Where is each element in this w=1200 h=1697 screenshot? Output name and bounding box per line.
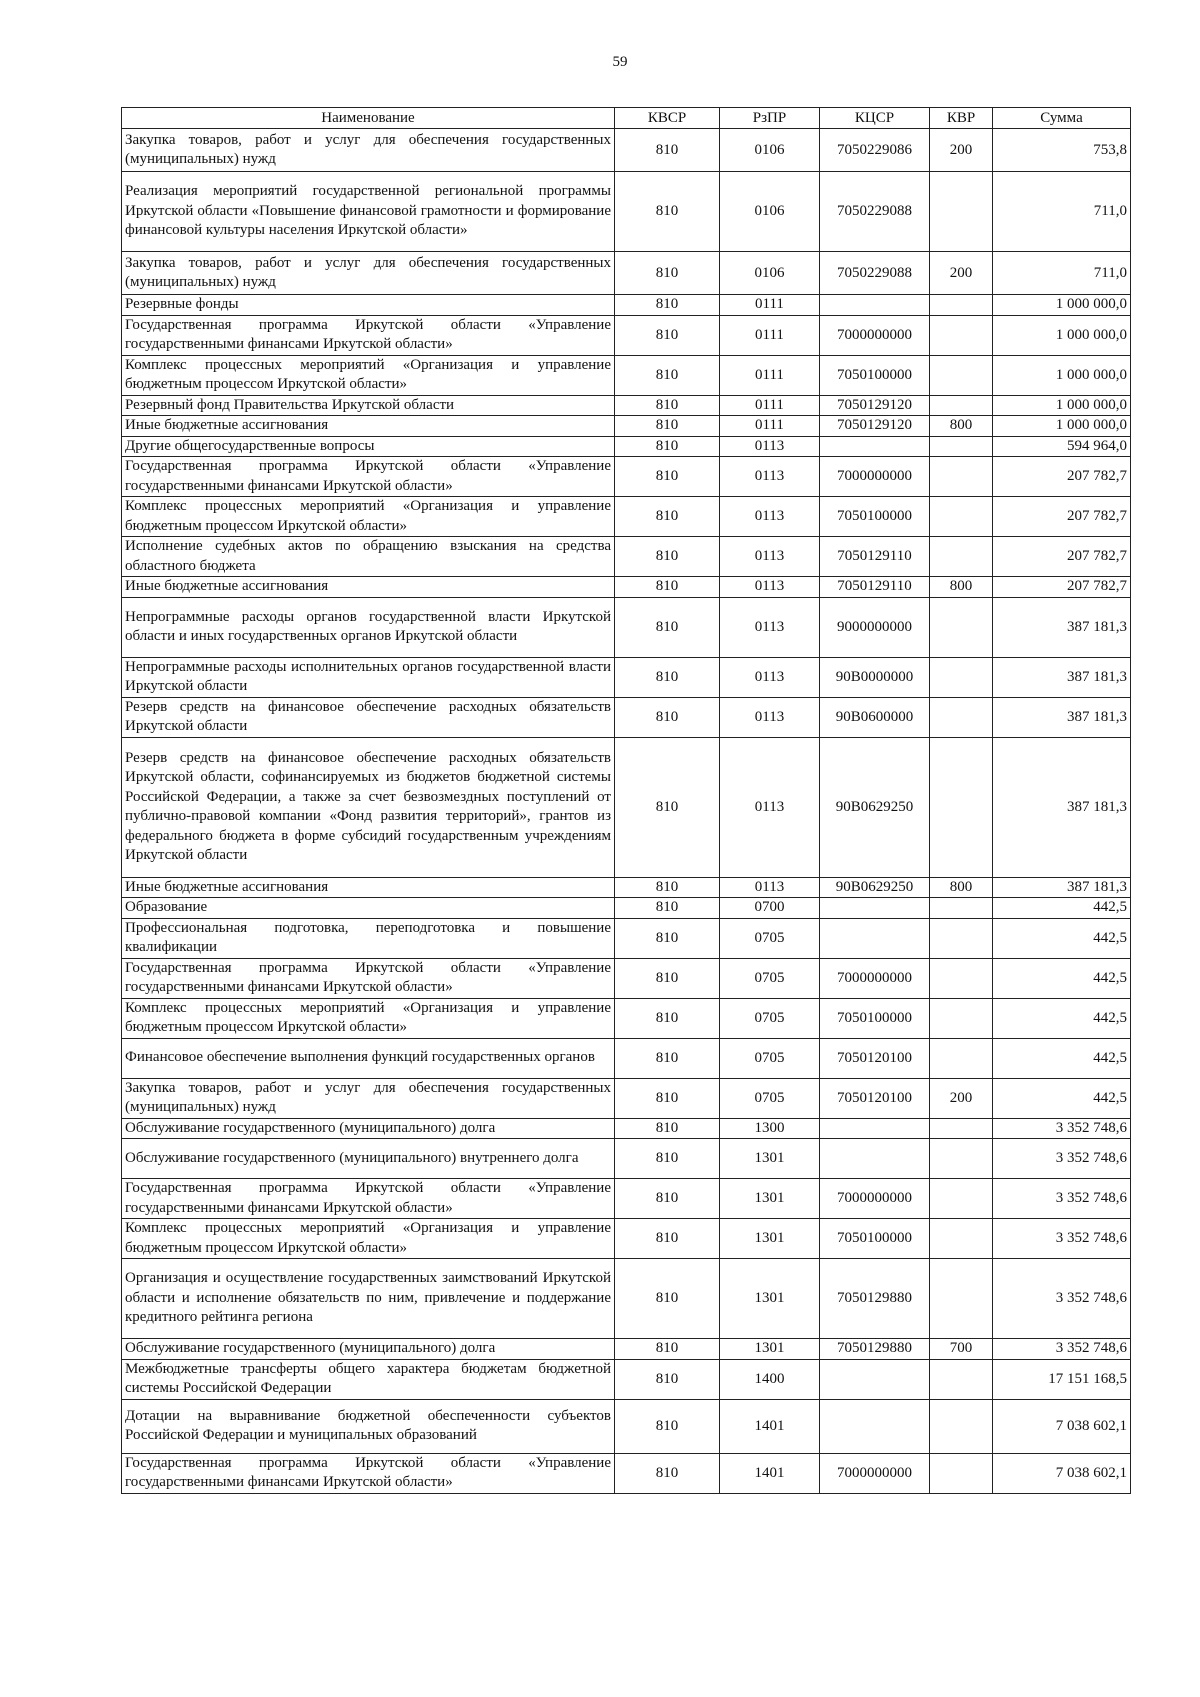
- cell-sum: 3 352 748,6: [993, 1179, 1131, 1219]
- cell-kvr: 200: [930, 252, 993, 295]
- cell-name: Непрограммные расходы исполнительных органов государственной власти Иркутской области: [122, 657, 615, 697]
- cell-rzpr: 1301: [720, 1179, 820, 1219]
- cell-kcsr: 90В0600000: [820, 697, 930, 737]
- table-row: [122, 597, 1131, 657]
- table-row: [122, 898, 1131, 919]
- cell-rzpr: 0111: [720, 315, 820, 355]
- table-row: [122, 1078, 1131, 1118]
- cell-rzpr: 0111: [720, 395, 820, 416]
- cell-kvr: [930, 436, 993, 457]
- cell-rzpr: 0106: [720, 129, 820, 172]
- table-row: [122, 1179, 1131, 1219]
- cell-rzpr: 0106: [720, 172, 820, 252]
- cell-kcsr: 7050100000: [820, 497, 930, 537]
- cell-name: Реализация мероприятий государственной региональной программы Иркутской области «Повышение финансовой грамотности и формирование финансовой культуры населения Иркутской области»: [122, 172, 615, 252]
- cell-rzpr: 0113: [720, 737, 820, 877]
- cell-kvsr: 810: [615, 958, 720, 998]
- cell-kvr: [930, 1118, 993, 1139]
- cell-sum: 7 038 602,1: [993, 1453, 1131, 1493]
- cell-name: Непрограммные расходы органов государственной власти Иркутской области и иных государственных органов Иркутской области: [122, 597, 615, 657]
- cell-kvsr: 810: [615, 877, 720, 898]
- cell-kcsr: 7000000000: [820, 1179, 930, 1219]
- cell-kvr: [930, 1219, 993, 1259]
- table-row: [122, 697, 1131, 737]
- cell-rzpr: 1401: [720, 1399, 820, 1453]
- table-row: [122, 497, 1131, 537]
- cell-sum: 442,5: [993, 1078, 1131, 1118]
- cell-sum: 387 181,3: [993, 657, 1131, 697]
- cell-sum: 753,8: [993, 129, 1131, 172]
- cell-kvr: [930, 497, 993, 537]
- cell-sum: 442,5: [993, 998, 1131, 1038]
- cell-kcsr: 90В0000000: [820, 657, 930, 697]
- cell-name: Комплекс процессных мероприятий «Организация и управление бюджетным процессом Иркутской области»: [122, 497, 615, 537]
- cell-kcsr: 7050100000: [820, 355, 930, 395]
- table-row: [122, 1038, 1131, 1078]
- table-header-row: [122, 108, 1131, 129]
- table-row: [122, 295, 1131, 316]
- cell-kvr: [930, 1038, 993, 1078]
- cell-kvsr: 810: [615, 1453, 720, 1493]
- cell-kvr: 800: [930, 416, 993, 437]
- cell-rzpr: 0113: [720, 537, 820, 577]
- cell-kvr: [930, 537, 993, 577]
- cell-sum: 7 038 602,1: [993, 1399, 1131, 1453]
- cell-name: Иные бюджетные ассигнования: [122, 416, 615, 437]
- cell-rzpr: 0705: [720, 998, 820, 1038]
- cell-kvsr: 810: [615, 395, 720, 416]
- cell-kcsr: 7000000000: [820, 1453, 930, 1493]
- cell-rzpr: 1400: [720, 1359, 820, 1399]
- cell-kcsr: 90В0629250: [820, 877, 930, 898]
- cell-sum: 3 352 748,6: [993, 1339, 1131, 1360]
- cell-name: Закупка товаров, работ и услуг для обеспечения государственных (муниципальных) нужд: [122, 129, 615, 172]
- table-row: [122, 918, 1131, 958]
- cell-kvr: [930, 1179, 993, 1219]
- cell-sum: 207 782,7: [993, 457, 1131, 497]
- cell-kvsr: 810: [615, 998, 720, 1038]
- cell-rzpr: 0705: [720, 1038, 820, 1078]
- table-row: [122, 436, 1131, 457]
- cell-name: Обслуживание государственного (муниципального) долга: [122, 1118, 615, 1139]
- cell-kvr: 800: [930, 577, 993, 598]
- cell-kvr: [930, 1139, 993, 1179]
- cell-kvr: [930, 1359, 993, 1399]
- cell-name: Резерв средств на финансовое обеспечение расходных обязательств Иркутской области, софинансируемых из бюджетов бюджетной системы Российской Федерации, а также за счет безвозмездных поступлений от публично-правовой компании «Фонд развития территорий», грантов из федерального бюджета в форме субсидий государственным учреждениям Иркутской области: [122, 737, 615, 877]
- cell-kcsr: 7050129110: [820, 577, 930, 598]
- cell-name: Межбюджетные трансферты общего характера бюджетам бюджетной системы Российской Федерации: [122, 1359, 615, 1399]
- cell-kvsr: 810: [615, 657, 720, 697]
- cell-kvsr: 810: [615, 315, 720, 355]
- cell-sum: 207 782,7: [993, 577, 1131, 598]
- cell-kcsr: [820, 295, 930, 316]
- cell-kcsr: [820, 1399, 930, 1453]
- cell-kcsr: 7050129120: [820, 395, 930, 416]
- cell-rzpr: 0705: [720, 918, 820, 958]
- header-kcsr: КЦСР: [820, 108, 930, 129]
- cell-sum: 3 352 748,6: [993, 1118, 1131, 1139]
- cell-kvsr: 810: [615, 129, 720, 172]
- cell-name: Государственная программа Иркутской области «Управление государственными финансами Иркутской области»: [122, 1179, 615, 1219]
- cell-kcsr: 7000000000: [820, 315, 930, 355]
- cell-rzpr: 1301: [720, 1259, 820, 1339]
- table-row: [122, 577, 1131, 598]
- table-row: [122, 129, 1131, 172]
- cell-sum: 3 352 748,6: [993, 1139, 1131, 1179]
- table-row: [122, 1399, 1131, 1453]
- cell-rzpr: 0113: [720, 497, 820, 537]
- table-row: [122, 252, 1131, 295]
- cell-sum: 1 000 000,0: [993, 295, 1131, 316]
- cell-rzpr: 0111: [720, 416, 820, 437]
- cell-rzpr: 0113: [720, 436, 820, 457]
- cell-kvr: [930, 295, 993, 316]
- cell-rzpr: 0113: [720, 657, 820, 697]
- cell-sum: 387 181,3: [993, 737, 1131, 877]
- cell-name: Организация и осуществление государственных заимствований Иркутской области и исполнение обязательств по ним, привлечение и поддержание кредитного рейтинга региона: [122, 1259, 615, 1339]
- cell-sum: 1 000 000,0: [993, 315, 1131, 355]
- cell-kvr: [930, 395, 993, 416]
- cell-kvr: [930, 1399, 993, 1453]
- cell-sum: 442,5: [993, 958, 1131, 998]
- cell-kvsr: 810: [615, 1219, 720, 1259]
- cell-kvr: [930, 737, 993, 877]
- cell-kvsr: 810: [615, 918, 720, 958]
- cell-name: Исполнение судебных актов по обращению взыскания на средства областного бюджета: [122, 537, 615, 577]
- cell-kvr: [930, 657, 993, 697]
- cell-kcsr: 7050229086: [820, 129, 930, 172]
- cell-rzpr: 1301: [720, 1219, 820, 1259]
- cell-kvr: 200: [930, 129, 993, 172]
- cell-kvsr: 810: [615, 1078, 720, 1118]
- cell-rzpr: 0113: [720, 457, 820, 497]
- table-row: [122, 1139, 1131, 1179]
- cell-name: Комплекс процессных мероприятий «Организация и управление бюджетным процессом Иркутской области»: [122, 355, 615, 395]
- cell-name: Комплекс процессных мероприятий «Организация и управление бюджетным процессом Иркутской области»: [122, 1219, 615, 1259]
- table-row: [122, 1453, 1131, 1493]
- cell-kvsr: 810: [615, 1399, 720, 1453]
- cell-kvr: [930, 1259, 993, 1339]
- header-name: Наименование: [122, 108, 615, 129]
- cell-kvsr: 810: [615, 898, 720, 919]
- cell-rzpr: 0111: [720, 295, 820, 316]
- cell-kvsr: 810: [615, 436, 720, 457]
- header-rzpr: РзПР: [720, 108, 820, 129]
- cell-kvsr: 810: [615, 416, 720, 437]
- cell-kcsr: [820, 1139, 930, 1179]
- cell-sum: 207 782,7: [993, 537, 1131, 577]
- cell-sum: 387 181,3: [993, 697, 1131, 737]
- cell-kvsr: 810: [615, 697, 720, 737]
- table-row: [122, 355, 1131, 395]
- cell-name: Обслуживание государственного (муниципального) внутреннего долга: [122, 1139, 615, 1179]
- cell-rzpr: 0113: [720, 597, 820, 657]
- cell-sum: 207 782,7: [993, 497, 1131, 537]
- cell-rzpr: 0705: [720, 958, 820, 998]
- cell-kcsr: [820, 898, 930, 919]
- cell-kcsr: 7000000000: [820, 958, 930, 998]
- table-row: [122, 877, 1131, 898]
- table-row: [122, 537, 1131, 577]
- header-kvsr: КВСР: [615, 108, 720, 129]
- cell-name: Государственная программа Иркутской области «Управление государственными финансами Иркутской области»: [122, 1453, 615, 1493]
- cell-kvsr: 810: [615, 457, 720, 497]
- cell-kvr: [930, 958, 993, 998]
- cell-rzpr: 0113: [720, 577, 820, 598]
- table-row: [122, 1259, 1131, 1339]
- cell-kcsr: 7050100000: [820, 1219, 930, 1259]
- cell-kvsr: 810: [615, 1339, 720, 1360]
- cell-kcsr: [820, 436, 930, 457]
- table-row: [122, 1118, 1131, 1139]
- cell-kvr: [930, 697, 993, 737]
- cell-kcsr: 7000000000: [820, 457, 930, 497]
- table-row: [122, 315, 1131, 355]
- cell-kvsr: 810: [615, 355, 720, 395]
- table-row: [122, 737, 1131, 877]
- cell-name: Комплекс процессных мероприятий «Организация и управление бюджетным процессом Иркутской области»: [122, 998, 615, 1038]
- cell-name: Иные бюджетные ассигнования: [122, 877, 615, 898]
- cell-kvr: [930, 457, 993, 497]
- cell-kcsr: 7050100000: [820, 998, 930, 1038]
- table-row: [122, 172, 1131, 252]
- cell-sum: 711,0: [993, 172, 1131, 252]
- cell-kvsr: 810: [615, 537, 720, 577]
- cell-sum: 442,5: [993, 898, 1131, 919]
- cell-rzpr: 1401: [720, 1453, 820, 1493]
- cell-kvr: [930, 918, 993, 958]
- cell-sum: 17 151 168,5: [993, 1359, 1131, 1399]
- cell-sum: 594 964,0: [993, 436, 1131, 457]
- table-row: [122, 1339, 1131, 1360]
- cell-kcsr: [820, 1118, 930, 1139]
- cell-sum: 1 000 000,0: [993, 416, 1131, 437]
- cell-rzpr: 1301: [720, 1339, 820, 1360]
- cell-rzpr: 0705: [720, 1078, 820, 1118]
- cell-kvr: [930, 1453, 993, 1493]
- cell-kvsr: 810: [615, 172, 720, 252]
- cell-kvr: [930, 597, 993, 657]
- cell-kvsr: 810: [615, 1038, 720, 1078]
- cell-kvr: [930, 172, 993, 252]
- cell-name: Закупка товаров, работ и услуг для обеспечения государственных (муниципальных) нужд: [122, 252, 615, 295]
- cell-kvr: [930, 355, 993, 395]
- table-row: [122, 1219, 1131, 1259]
- cell-rzpr: 0106: [720, 252, 820, 295]
- cell-sum: 1 000 000,0: [993, 355, 1131, 395]
- table-row: [122, 457, 1131, 497]
- cell-name: Государственная программа Иркутской области «Управление государственными финансами Иркутской области»: [122, 457, 615, 497]
- cell-sum: 387 181,3: [993, 597, 1131, 657]
- cell-kvr: 200: [930, 1078, 993, 1118]
- cell-sum: 3 352 748,6: [993, 1219, 1131, 1259]
- cell-kcsr: 9000000000: [820, 597, 930, 657]
- table-row: [122, 395, 1131, 416]
- cell-name: Резервные фонды: [122, 295, 615, 316]
- cell-kvsr: 810: [615, 295, 720, 316]
- cell-rzpr: 1300: [720, 1118, 820, 1139]
- cell-name: Обслуживание государственного (муниципального) долга: [122, 1339, 615, 1360]
- cell-kcsr: 7050229088: [820, 172, 930, 252]
- cell-name: Финансовое обеспечение выполнения функций государственных органов: [122, 1038, 615, 1078]
- cell-kvsr: 810: [615, 1179, 720, 1219]
- cell-kvsr: 810: [615, 577, 720, 598]
- cell-name: Иные бюджетные ассигнования: [122, 577, 615, 598]
- cell-kcsr: 90В0629250: [820, 737, 930, 877]
- cell-kvr: 800: [930, 877, 993, 898]
- cell-rzpr: 0700: [720, 898, 820, 919]
- cell-sum: 3 352 748,6: [993, 1259, 1131, 1339]
- budget-table: [121, 107, 1131, 1494]
- cell-name: Дотации на выравнивание бюджетной обеспеченности субъектов Российской Федерации и муниципальных образований: [122, 1399, 615, 1453]
- cell-name: Государственная программа Иркутской области «Управление государственными финансами Иркутской области»: [122, 958, 615, 998]
- cell-rzpr: 0113: [720, 697, 820, 737]
- cell-name: Резервный фонд Правительства Иркутской области: [122, 395, 615, 416]
- cell-name: Государственная программа Иркутской области «Управление государственными финансами Иркутской области»: [122, 315, 615, 355]
- cell-kcsr: [820, 918, 930, 958]
- cell-kvr: [930, 998, 993, 1038]
- cell-rzpr: 1301: [720, 1139, 820, 1179]
- cell-kvsr: 810: [615, 597, 720, 657]
- cell-name: Профессиональная подготовка, переподготовка и повышение квалификации: [122, 918, 615, 958]
- cell-sum: 387 181,3: [993, 877, 1131, 898]
- cell-kvr: [930, 315, 993, 355]
- cell-kcsr: [820, 1359, 930, 1399]
- cell-kvsr: 810: [615, 1139, 720, 1179]
- cell-sum: 1 000 000,0: [993, 395, 1131, 416]
- cell-kvsr: 810: [615, 737, 720, 877]
- cell-kcsr: 7050129880: [820, 1259, 930, 1339]
- header-kvr: КВР: [930, 108, 993, 129]
- cell-sum: 442,5: [993, 918, 1131, 958]
- cell-sum: 442,5: [993, 1038, 1131, 1078]
- cell-kcsr: 7050229088: [820, 252, 930, 295]
- cell-kcsr: 7050129120: [820, 416, 930, 437]
- page-number: 59: [612, 54, 628, 70]
- cell-name: Резерв средств на финансовое обеспечение расходных обязательств Иркутской области: [122, 697, 615, 737]
- cell-kcsr: 7050129110: [820, 537, 930, 577]
- table-row: [122, 1359, 1131, 1399]
- header-sum: Сумма: [993, 108, 1131, 129]
- table-row: [122, 657, 1131, 697]
- cell-rzpr: 0113: [720, 877, 820, 898]
- cell-kvsr: 810: [615, 1118, 720, 1139]
- cell-name: Другие общегосударственные вопросы: [122, 436, 615, 457]
- cell-kvsr: 810: [615, 497, 720, 537]
- table-row: [122, 998, 1131, 1038]
- cell-kvsr: 810: [615, 1359, 720, 1399]
- cell-kcsr: 7050120100: [820, 1038, 930, 1078]
- cell-name: Закупка товаров, работ и услуг для обеспечения государственных (муниципальных) нужд: [122, 1078, 615, 1118]
- table-row: [122, 958, 1131, 998]
- cell-kvsr: 810: [615, 1259, 720, 1339]
- cell-name: Образование: [122, 898, 615, 919]
- cell-sum: 711,0: [993, 252, 1131, 295]
- cell-kvr: [930, 898, 993, 919]
- cell-rzpr: 0111: [720, 355, 820, 395]
- table-row: [122, 416, 1131, 437]
- cell-kcsr: 7050129880: [820, 1339, 930, 1360]
- cell-kvr: 700: [930, 1339, 993, 1360]
- cell-kcsr: 7050120100: [820, 1078, 930, 1118]
- cell-kvsr: 810: [615, 252, 720, 295]
